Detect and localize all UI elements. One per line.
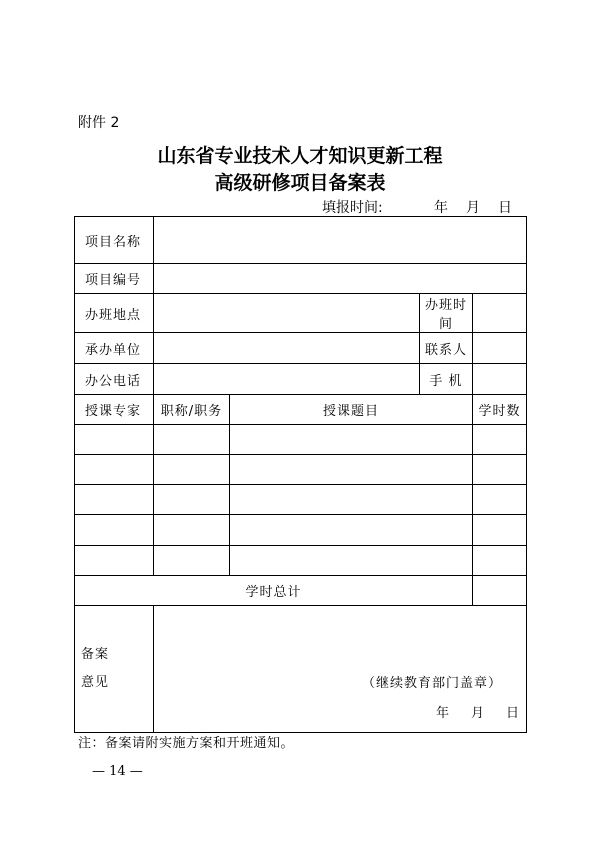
- expert-cell[interactable]: [75, 515, 154, 546]
- class-time-label: 办班时间: [420, 294, 473, 333]
- document-title-line2: 高级研修项目备案表: [214, 172, 386, 194]
- expert-cell[interactable]: [75, 455, 154, 485]
- topic-cell[interactable]: [230, 455, 473, 485]
- row-project-number: [75, 264, 527, 294]
- stamp-text: （继续教育部门盖章）: [362, 676, 503, 691]
- table-row: [75, 455, 527, 485]
- fill-date-year: 年: [434, 200, 448, 216]
- title-cell[interactable]: [154, 455, 230, 485]
- class-location-field[interactable]: [154, 294, 420, 333]
- project-name-label: 项目名称: [75, 217, 154, 264]
- opinion-label: [75, 606, 154, 733]
- topic-cell[interactable]: [230, 515, 473, 546]
- row-organizer-contact: [75, 333, 527, 364]
- col-topic-header: 授课题目: [230, 395, 473, 425]
- hours-cell[interactable]: [473, 546, 527, 576]
- stamp-month: 月: [471, 706, 485, 721]
- topic-cell[interactable]: [230, 425, 473, 455]
- title-cell[interactable]: [154, 546, 230, 576]
- total-hours-field[interactable]: [473, 576, 527, 606]
- hours-cell[interactable]: [473, 425, 527, 455]
- title-cell[interactable]: [154, 425, 230, 455]
- row-opinion: [75, 606, 527, 733]
- fill-date: [322, 197, 512, 217]
- row-course-header: [75, 395, 527, 425]
- fill-date-label: 填报时间:: [322, 200, 383, 216]
- attachment-label: 附件 2: [78, 115, 120, 131]
- stamp-day: 日: [506, 706, 520, 721]
- hours-cell[interactable]: [473, 515, 527, 546]
- row-location-time: [75, 294, 527, 333]
- fill-date-day: 日: [498, 200, 512, 216]
- topic-cell[interactable]: [230, 485, 473, 515]
- contact-label: 联系人: [420, 333, 473, 364]
- opinion-label-line1: 备案: [81, 647, 110, 662]
- footnote: 注：备案请附实施方案和开班通知。: [78, 736, 295, 751]
- project-number-label: 项目编号: [75, 264, 154, 294]
- mobile-field[interactable]: [473, 364, 527, 395]
- row-project-name: [75, 217, 527, 264]
- fill-date-month: 月: [466, 200, 480, 216]
- total-hours-label: 学时总计: [75, 576, 473, 606]
- organizer-field[interactable]: [154, 333, 420, 364]
- topic-cell[interactable]: [230, 546, 473, 576]
- opinion-field[interactable]: [154, 606, 527, 733]
- opinion-label-line2: 意见: [81, 675, 110, 690]
- row-total-hours: [75, 576, 527, 606]
- office-phone-field[interactable]: [154, 364, 420, 395]
- table-row: [75, 425, 527, 455]
- record-form-table: [74, 216, 527, 733]
- office-phone-label: 办公电话: [75, 364, 154, 395]
- contact-field[interactable]: [473, 333, 527, 364]
- hours-cell[interactable]: [473, 455, 527, 485]
- row-phone-mobile: [75, 364, 527, 395]
- table-row: [75, 485, 527, 515]
- document-title-line1: 山东省专业技术人才知识更新工程: [157, 145, 443, 167]
- title-cell[interactable]: [154, 485, 230, 515]
- mobile-label: 手 机: [420, 364, 473, 395]
- table-row: [75, 546, 527, 576]
- col-title-header: 职称/职务: [154, 395, 230, 425]
- table-row: [75, 515, 527, 546]
- hours-cell[interactable]: [473, 485, 527, 515]
- organizer-label: 承办单位: [75, 333, 154, 364]
- project-name-field[interactable]: [154, 217, 527, 264]
- col-hours-header: 学时数: [473, 395, 527, 425]
- project-number-field[interactable]: [154, 264, 527, 294]
- class-location-label: 办班地点: [75, 294, 154, 333]
- page-number: — 14 —: [92, 764, 143, 779]
- expert-cell[interactable]: [75, 425, 154, 455]
- class-time-field[interactable]: [473, 294, 527, 333]
- expert-cell[interactable]: [75, 485, 154, 515]
- title-cell[interactable]: [154, 515, 230, 546]
- stamp-year: 年: [436, 706, 450, 721]
- col-expert-header: 授课专家: [75, 395, 154, 425]
- expert-cell[interactable]: [75, 546, 154, 576]
